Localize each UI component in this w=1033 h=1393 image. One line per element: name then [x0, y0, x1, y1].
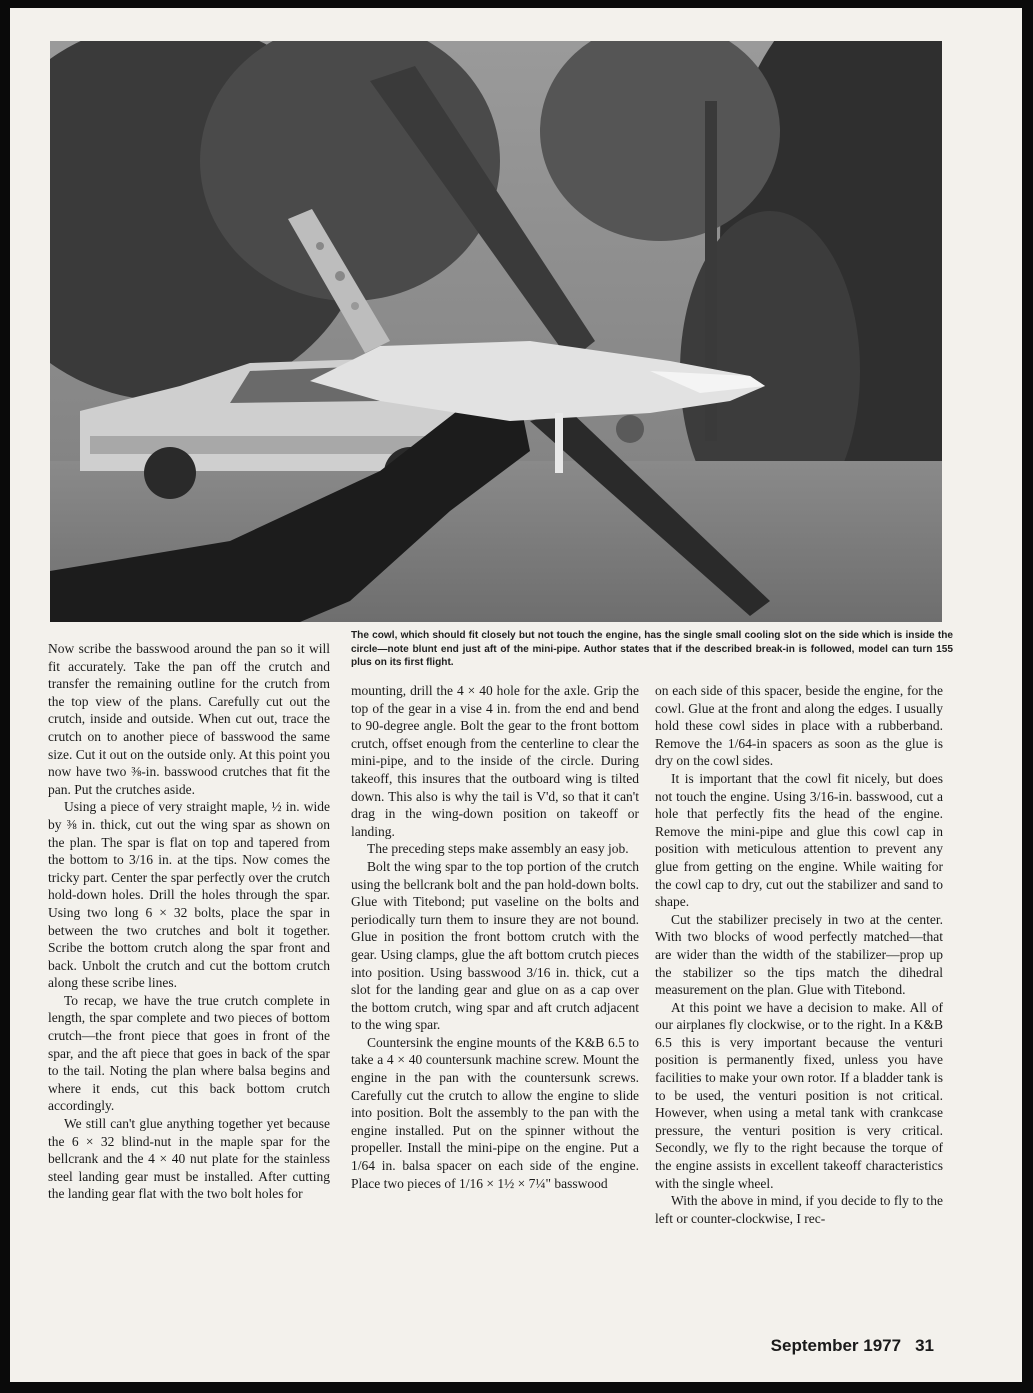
photo-caption: The cowl, which should fit closely but not touch the engine, has the single small cooling slot on the side which is inside the circle—note blunt end just aft of the mini-pipe. Author states that if the described break-in is followed, model can turn 155 plus on its first flight. [351, 630, 953, 668]
paragraph: mounting, drill the 4 × 40 hole for the axle. Grip the top of the gear in a vise 4 in. from the end and bend to 90-degree angle. Bolt the gear to the front bottom crutch, offset enough from the centerline to clear the mini-pipe, and to the inside of the circle. During takeoff, this insures that the outboard wing is tilted down. This also is why the tail is V'd, so that it can't drag in the wing-down position on takeoff or landing. [351, 683, 639, 839]
model-airplane-photo [50, 41, 942, 622]
page-number: 31 [915, 1336, 934, 1355]
paragraph: on each side of this spacer, beside the engine, for the cowl. Glue at the front and along the edges. I usually hold these cowl sides in place with a rubberband. Remove the 1/64-in spacers as soon as the glue is dry on the cowl sides. [655, 683, 943, 769]
text-column-3 [655, 682, 943, 1227]
paragraph: The preceding steps make assembly an easy job. [367, 841, 629, 857]
text-column-1 [48, 640, 330, 1203]
paragraph: At this point we have a decision to make. All of our airplanes fly clockwise, or to the right. In a K&B 6.5 this is very important because the venturi position is permanently fixed, unless you have facilities to make your own rotor. If a bladder tank is to be used, the venturi position is not critical. However, when using a metal tank with crankcase pressure, the venturi position is very critical. Secondly, we fly to the right because the torque of the engine assists in excellent takeoff characteristics with the single wheel. [655, 999, 943, 1191]
paragraph: Using a piece of very straight maple, ½ in. wide by ⅜ in. thick, cut out the wing spar as shown on the plan. The spar is flat on top and tapered from the bottom to 3/16 in. at the tips. Now comes the tricky part. Center the spar perfectly over the crutch hold-down holes. Drill the holes through the spar. Using two long 6 × 32 bolts, place the spar in between the two crutches and bolt it together. Scribe the bottom crutch along the spar front and back. Unbolt the crutch and cut the bottom crutch along these scribe lines. [48, 799, 330, 991]
page-footer [771, 1336, 934, 1356]
issue-date: September 1977 [770, 1336, 902, 1355]
paragraph: We still can't glue anything together yet because the 6 × 32 blind-nut in the maple spar for the bellcrank and the 4 × 40 nut plate for the stainless steel landing gear must be installed. After cutting the landing gear flat with the two bolt holes for [48, 1116, 330, 1202]
magazine-page [10, 8, 1022, 1382]
text-column-2 [351, 682, 639, 1192]
photo-illustration [50, 41, 942, 622]
paragraph: To recap, we have the true crutch complete in length, the spar complete and two pieces of bottom crutch—the front piece that goes in front of the spar, and the aft piece that goes in back of the spar to the tail. Noting the plan where balsa begins and where it ends, cut this back bottom crutch accordingly. [48, 992, 330, 1114]
paragraph: Cut the stabilizer precisely in two at the center. With two blocks of wood perfectly matched—that are wider than the width of the stabilizer—prop up the stabilizer so the tips match the dihedral measurement on the plan. Glue with Titebond. [655, 911, 943, 998]
paragraph: With the above in mind, if you decide to fly to the left or counter-clockwise, I rec- [655, 1193, 943, 1226]
paragraph: Countersink the engine mounts of the K&B 6.5 to take a 4 × 40 countersunk machine screw. Mount the engine in the pan with the countersunk screws. Carefully cut the crutch to allow the engine to slide into position. Bolt the assembly to the pan with the engine installed. Put on the spinner without the propeller. Install the mini-pipe on the engine. Put a 1/64 in. balsa spacer on each side of the engine. Place two pieces of 1/16 × 1½ × 7¼" basswood [351, 1034, 639, 1191]
paragraph: It is important that the cowl fit nicely, but does not touch the engine. Using 3/16-in. basswood, cut a hole that perfectly fits the head of the engine. Remove the mini-pipe and glue this cowl cap in position with meticulous attention to prevent any glue from getting on the engine. While waiting for the cowl cap to dry, cut out the stabilizer and sand to shape. [655, 770, 943, 910]
paragraph: Now scribe the basswood around the pan so it will fit accurately. Take the pan off the crutch and transfer the remaining outline for the crutch from the top view of the plans. Carefully cut out the crutch, inside and outside. When cut out, trace the crutch on to another piece of basswood the same size. Cut it out on the outside only. At this point you now have two ⅜-in. basswood crutches that fit the pan. Put the crutches aside. [48, 641, 330, 797]
paragraph: Bolt the wing spar to the top portion of the crutch using the bellcrank bolt and the pan hold-down bolts. Glue with Titebond; put vaseline on the bolts and periodically turn them to insure they are not bound. Glue in position the front bottom crutch with the gear. Using clamps, glue the aft bottom crutch pieces into position. Using basswood 3/16 in. thick, cut a slot for the landing gear and glue on as a cap over the bottom crutch, wing spar and aft crutch adjacent to the wing spar. [351, 858, 639, 1033]
